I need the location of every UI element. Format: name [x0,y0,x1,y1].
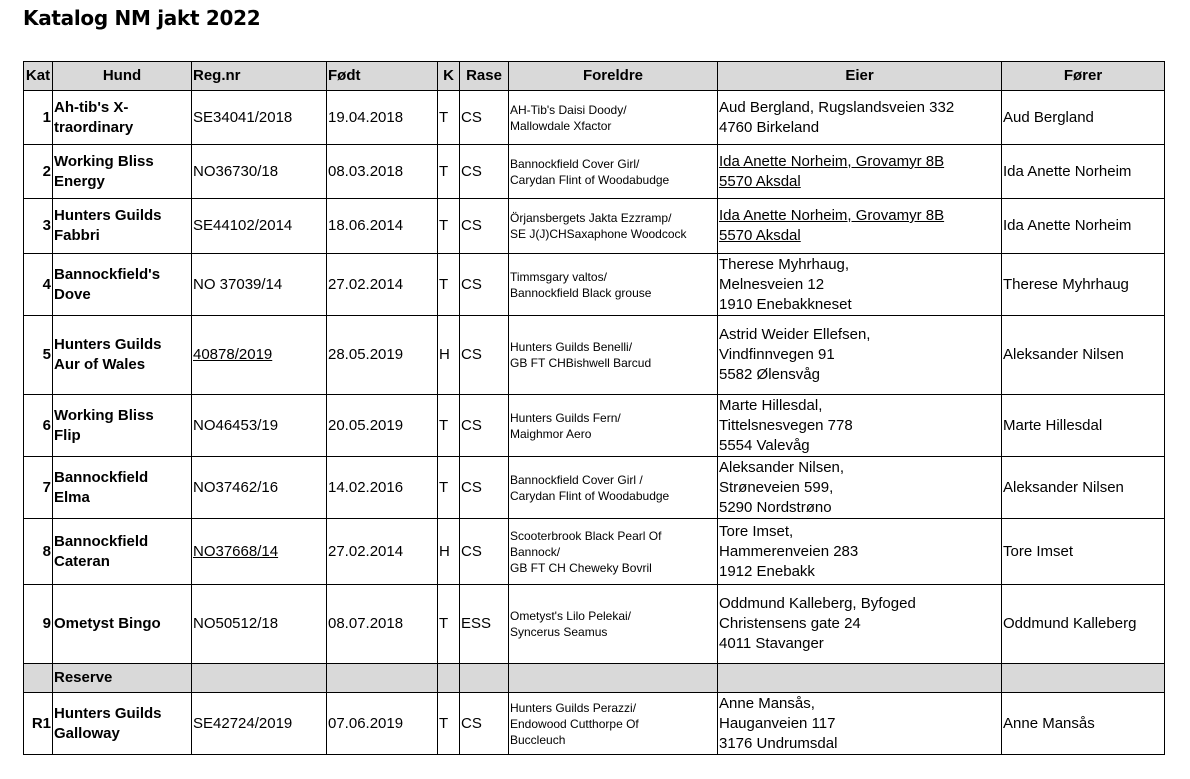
owner-cell-line: 4760 Birkeland [719,118,820,136]
table-row [24,395,1165,457]
sex-cell: H [438,316,460,395]
parents-cell [509,199,718,254]
reserve-empty-cell [24,664,53,693]
owner-cell [718,199,1002,254]
owner-cell-line: Anne Mansås, [719,694,815,712]
dog-name-cell-line: Dove [54,285,91,303]
sex-cell: T [438,585,460,664]
dog-name-cell [53,199,192,254]
reserve-empty-cell [718,664,1002,693]
sex-cell: T [438,395,460,457]
reserve-empty-cell [1002,664,1165,693]
owner-cell-line: Hammerenveien 283 [719,542,859,560]
regnr-cell: NO 37039/14 [192,254,327,316]
parents-cell-line: Hunters Guilds Perazzi/ [510,700,637,715]
sex-cell: T [438,254,460,316]
regnr-cell: SE42724/2019 [192,693,327,755]
owner-cell-line: Christensens gate 24 [719,615,861,632]
owner-cell [718,91,1002,145]
kat-cell: R1 [24,693,53,755]
dog-name-cell-line: Bannockfield [54,468,149,486]
kat-cell: 7 [24,457,53,519]
dog-name-cell-line: Bannockfield's [54,265,161,283]
parents-cell [509,585,718,664]
owner-cell-line: 5290 Nordstrøno [719,498,832,516]
handler-cell: Aleksander Nilsen [1002,316,1165,395]
parents-cell-line: Örjansbergets Jakta Ezzramp/ [510,211,672,225]
dog-name-cell [53,91,192,145]
birth-date-cell: 27.02.2014 [327,519,438,585]
owner-cell-line: Ida Anette Norheim, Grovamyr 8B [719,207,945,224]
dog-name-cell-line: traordinary [54,118,134,136]
dog-name-cell-line: Working Bliss [54,406,154,424]
dog-name-cell-line: Working Bliss [54,152,154,170]
regnr-cell: NO37462/16 [192,457,327,519]
parents-cell-line: Scooterbrook Black Pearl Of [510,528,662,543]
breed-cell: ESS [460,585,509,664]
table-row [24,519,1165,585]
breed-cell: CS [460,519,509,585]
kat-cell: 5 [24,316,53,395]
owner-cell [718,693,1002,755]
table-row [24,585,1165,664]
regnr-cell: NO37668/14 [192,519,327,585]
parents-cell [509,145,718,199]
header-row [24,62,1165,91]
handler-cell: Ida Anette Norheim [1002,145,1165,199]
birth-date-cell: 14.02.2016 [327,457,438,519]
parents-cell [509,519,718,585]
handler-cell: Tore Imset [1002,519,1165,585]
page-title: Katalog NM jakt 2022 [23,6,261,30]
birth-date-cell: 20.05.2019 [327,395,438,457]
handler-cell: Aleksander Nilsen [1002,457,1165,519]
header-fodt: Født [327,62,438,91]
parents-cell-line: Carydan Flint of Woodabudge [510,172,670,187]
dog-name-cell-line: Cateran [54,552,110,570]
dog-name-cell-line: Bannockfield [54,532,149,550]
parents-cell-line: Buccleuch [510,732,566,747]
owner-cell-line: 5582 Ølensvåg [719,366,820,383]
dog-name-cell [53,585,192,664]
dog-name-cell [53,254,192,316]
header-eier: Eier [718,62,1002,91]
owner-cell-line: 1912 Enebakk [719,562,815,580]
header-forer: Fører [1002,62,1165,91]
breed-cell: CS [460,457,509,519]
owner-cell-line: Oddmund Kalleberg, Byfoged [719,595,916,612]
regnr-cell: SE34041/2018 [192,91,327,145]
dog-name-cell-line: Ah-tib's X- [54,98,129,116]
birth-date-cell: 18.06.2014 [327,199,438,254]
parents-cell-line: Syncerus Seamus [510,625,608,639]
dog-name-cell-line: Hunters Guilds [54,207,162,224]
dog-name-cell [53,145,192,199]
handler-cell: Oddmund Kalleberg [1002,585,1165,664]
header-rase: Rase [460,62,509,91]
owner-cell-line: Vindfinnvegen 91 [719,346,835,363]
table-row [24,254,1165,316]
header-hund: Hund [53,62,192,91]
sex-cell: T [438,693,460,755]
sex-cell: T [438,145,460,199]
dog-name-cell-line: Fabbri [54,227,100,244]
parents-cell [509,395,718,457]
owner-cell-line: Hauganveien 117 [719,714,836,732]
kat-cell: 3 [24,199,53,254]
owner-cell [718,145,1002,199]
parents-cell-line: GB FT CHBishwell Barcud [510,356,652,370]
breed-cell: CS [460,693,509,755]
regnr-cell: NO36730/18 [192,145,327,199]
parents-cell [509,457,718,519]
parents-cell-line: Carydan Flint of Woodabudge [510,488,670,503]
handler-cell: Therese Myhrhaug [1002,254,1165,316]
parents-cell-line: Mallowdale Xfactor [510,118,612,133]
parents-cell-line: Maighmor Aero [510,426,592,441]
breed-cell: CS [460,145,509,199]
handler-cell: Aud Bergland [1002,91,1165,145]
sex-cell: H [438,519,460,585]
dog-name-cell [53,693,192,755]
breed-cell: CS [460,254,509,316]
regnr-cell: NO46453/19 [192,395,327,457]
regnr-cell: SE44102/2014 [192,199,327,254]
kat-cell: 4 [24,254,53,316]
parents-cell-line: Hunters Guilds Fern/ [510,410,621,425]
dog-name-cell-line: Hunters Guilds [54,704,162,722]
owner-cell-line: 3176 Undrumsdal [719,734,838,752]
sex-cell: T [438,91,460,145]
owner-cell-line: 5570 Aksdal [719,227,801,244]
owner-cell [718,457,1002,519]
table-row [24,199,1165,254]
owner-cell [718,585,1002,664]
table-row [24,693,1165,755]
breed-cell: CS [460,395,509,457]
kat-cell: 2 [24,145,53,199]
reserve-empty-cell [438,664,460,693]
regnr-cell: NO50512/18 [192,585,327,664]
owner-cell-line: Aleksander Nilsen, [719,458,845,476]
reserve-label: Reserve [53,664,192,693]
parents-cell-line: Timmsgary valtos/ [510,269,607,284]
parents-cell-line: Bannock/ [510,544,561,559]
header-kat: Kat [24,62,53,91]
catalog-table [23,61,1165,755]
dog-name-cell [53,395,192,457]
owner-cell [718,254,1002,316]
owner-cell [718,316,1002,395]
header-k: K [438,62,460,91]
dog-name-cell-line: Energy [54,172,105,190]
table-row [24,91,1165,145]
regnr-cell: 40878/2019 [192,316,327,395]
owner-cell [718,519,1002,585]
dog-name-cell [53,519,192,585]
parents-cell-line: Bannockfield Black grouse [510,285,652,300]
dog-name-cell-line: Elma [54,488,90,506]
handler-cell: Marte Hillesdal [1002,395,1165,457]
reserve-empty-cell [192,664,327,693]
birth-date-cell: 08.07.2018 [327,585,438,664]
dog-name-cell-line: Galloway [54,724,120,742]
parents-cell-line: Bannockfield Cover Girl / [510,472,643,487]
kat-cell: 8 [24,519,53,585]
parents-cell-line: AH-Tib's Daisi Doody/ [510,102,627,117]
owner-cell-line: Melnesveien 12 [719,275,825,293]
table-row [24,145,1165,199]
dog-name-cell [53,316,192,395]
dog-name-cell-line: Flip [54,426,81,444]
dog-name-cell-line: Aur of Wales [54,356,146,373]
birth-date-cell: 19.04.2018 [327,91,438,145]
parents-cell [509,693,718,755]
parents-cell-line: Hunters Guilds Benelli/ [510,340,633,354]
dog-name-cell-line: Ometyst Bingo [54,615,161,632]
owner-cell-line: Tore Imset, [719,522,794,540]
breed-cell: CS [460,91,509,145]
sex-cell: T [438,199,460,254]
breed-cell: CS [460,199,509,254]
breed-cell: CS [460,316,509,395]
owner-cell-line: Tittelsnesvegen 778 [719,416,853,434]
kat-cell: 9 [24,585,53,664]
parents-cell-line: Ometyst's Lilo Pelekai/ [510,609,632,623]
owner-cell [718,395,1002,457]
parents-cell [509,254,718,316]
dog-name-cell [53,457,192,519]
owner-cell-line: 1910 Enebakkneset [719,295,852,313]
owner-cell-line: Strøneveien 599, [719,478,834,496]
birth-date-cell: 07.06.2019 [327,693,438,755]
birth-date-cell: 08.03.2018 [327,145,438,199]
kat-cell: 6 [24,395,53,457]
parents-cell [509,91,718,145]
parents-cell-line: SE J(J)CHSaxaphone Woodcock [510,227,687,241]
owner-cell-line: 5570 Aksdal [719,172,801,190]
parents-cell [509,316,718,395]
owner-cell-line: Therese Myhrhaug, [719,255,850,273]
parents-cell-line: GB FT CH Cheweky Bovril [510,560,652,575]
parents-cell-line: Bannockfield Cover Girl/ [510,156,640,171]
table-row [24,457,1165,519]
header-regnr: Reg.nr [192,62,327,91]
owner-cell-line: Marte Hillesdal, [719,396,823,414]
reserve-separator-row [24,664,1165,693]
owner-cell-line: Ida Anette Norheim, Grovamyr 8B [719,152,945,170]
parents-cell-line: Endowood Cutthorpe Of [510,716,639,731]
dog-name-cell-line: Hunters Guilds [54,336,162,353]
table-row [24,316,1165,395]
birth-date-cell: 28.05.2019 [327,316,438,395]
reserve-empty-cell [327,664,438,693]
birth-date-cell: 27.02.2014 [327,254,438,316]
header-foreldre: Foreldre [509,62,718,91]
handler-cell: Ida Anette Norheim [1002,199,1165,254]
sex-cell: T [438,457,460,519]
reserve-empty-cell [460,664,509,693]
reserve-empty-cell [509,664,718,693]
handler-cell: Anne Mansås [1002,693,1165,755]
owner-cell-line: Astrid Weider Ellefsen, [719,326,871,343]
owner-cell-line: 4011 Stavanger [719,635,824,652]
owner-cell-line: 5554 Valevåg [719,436,810,454]
kat-cell: 1 [24,91,53,145]
owner-cell-line: Aud Bergland, Rugslandsveien 332 [719,98,955,116]
